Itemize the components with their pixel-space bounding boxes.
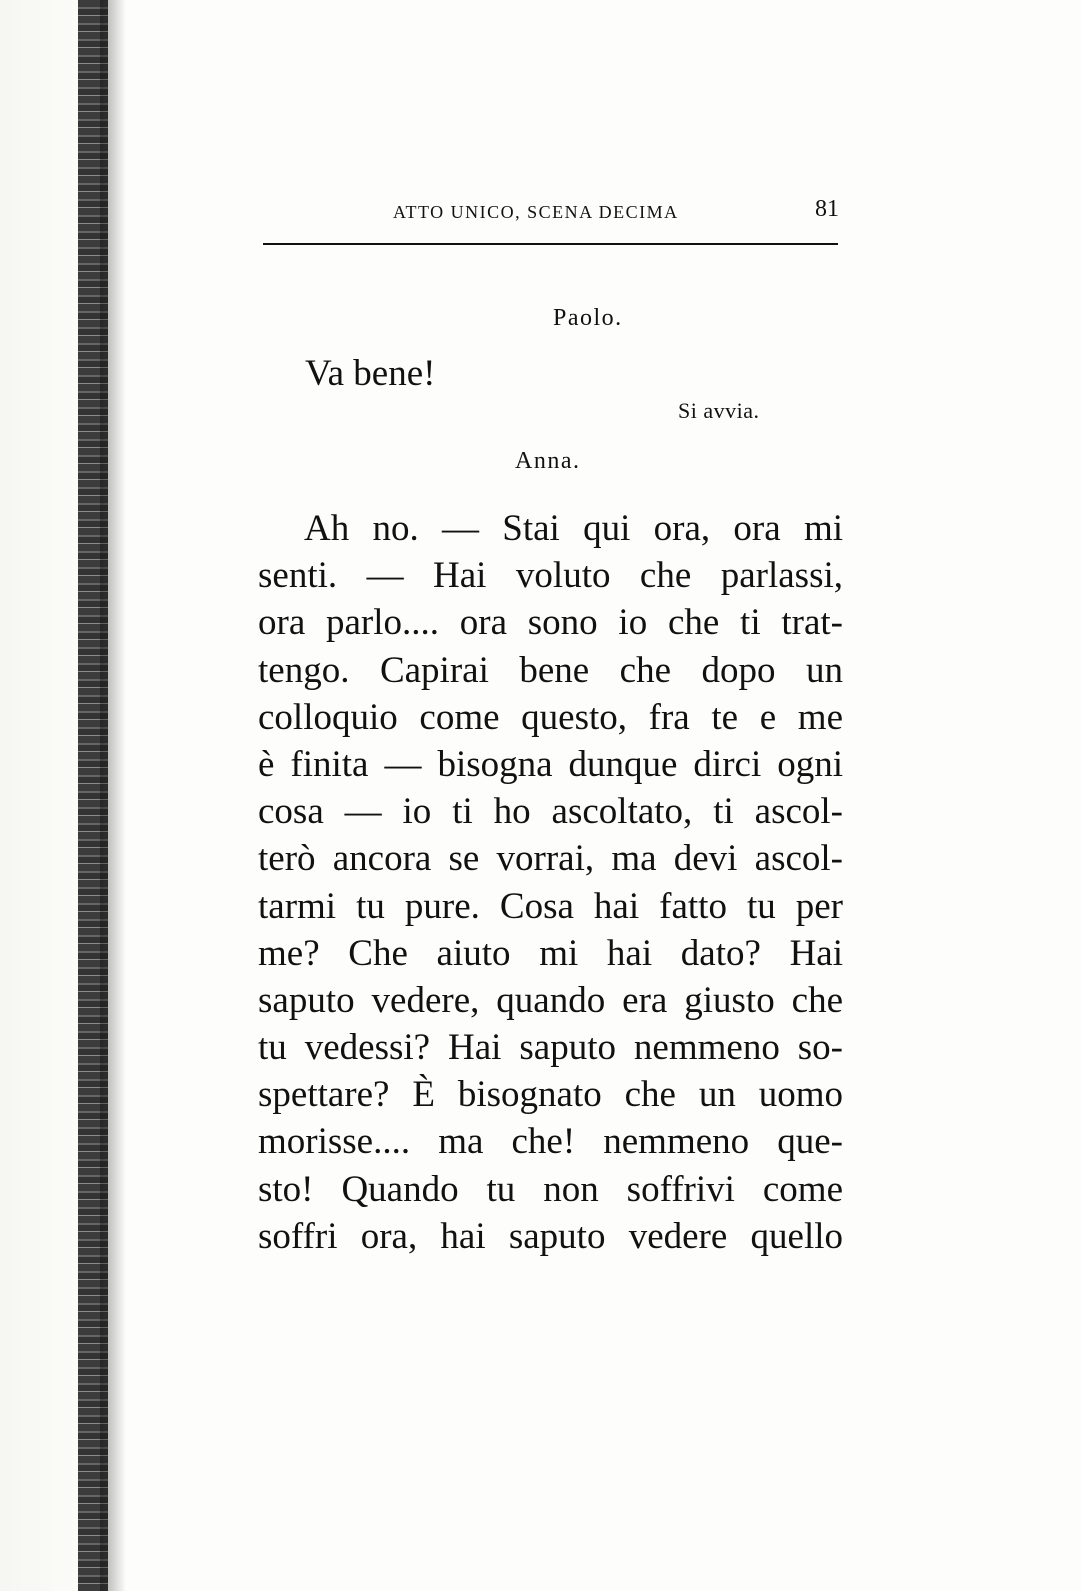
speech-line: saputo vedere, quando era giusto che [258, 979, 843, 1021]
paolo-line: Va bene! [305, 353, 436, 394]
stage-direction: Si avvia. [678, 398, 760, 423]
page-number: 81 [815, 196, 839, 222]
scan-margin [0, 0, 78, 1591]
running-title: ATTO UNICO, SCENA DECIMA [393, 202, 679, 222]
speech-line: spettare? È bisognato che un uomo [258, 1074, 843, 1116]
speech-line: morisse.... ma che! nemmeno que- [258, 1121, 843, 1163]
speech-line: terò ancora se vorrai, ma devi ascol- [258, 838, 843, 880]
speaker-anna: Anna. [515, 448, 581, 474]
speech-line: tu vedessi? Hai saputo nemmeno so- [258, 1027, 843, 1069]
speaker-paolo: Paolo. [553, 305, 623, 331]
speech-line: tarmi tu pure. Cosa hai fatto tu per [258, 885, 843, 927]
running-head [263, 196, 843, 230]
binding-shadow [100, 0, 126, 1591]
speech-line: sto! Quando tu non soffrivi come [258, 1168, 843, 1210]
speech-line: tengo. Capirai bene che dopo un [258, 649, 843, 691]
speech-line: cosa — io ti ho ascoltato, ti ascol- [258, 791, 843, 833]
speech-line: Ah no. — Stai qui ora, ora mi [304, 508, 843, 549]
speech-line: soffri ora, hai saputo vedere quello [258, 1215, 843, 1257]
speech-line: colloquio come questo, fra te e me [258, 696, 843, 738]
speech-line: è finita — bisogna dunque dirci ogni [258, 743, 843, 785]
speech-line: ora parlo.... ora sono io che ti trat- [258, 602, 843, 644]
anna-speech [258, 505, 843, 1260]
speech-line: senti. — Hai voluto che parlassi, [258, 555, 843, 597]
speech-line: me? Che aiuto mi hai dato? Hai [258, 932, 843, 974]
header-rule [263, 243, 838, 245]
